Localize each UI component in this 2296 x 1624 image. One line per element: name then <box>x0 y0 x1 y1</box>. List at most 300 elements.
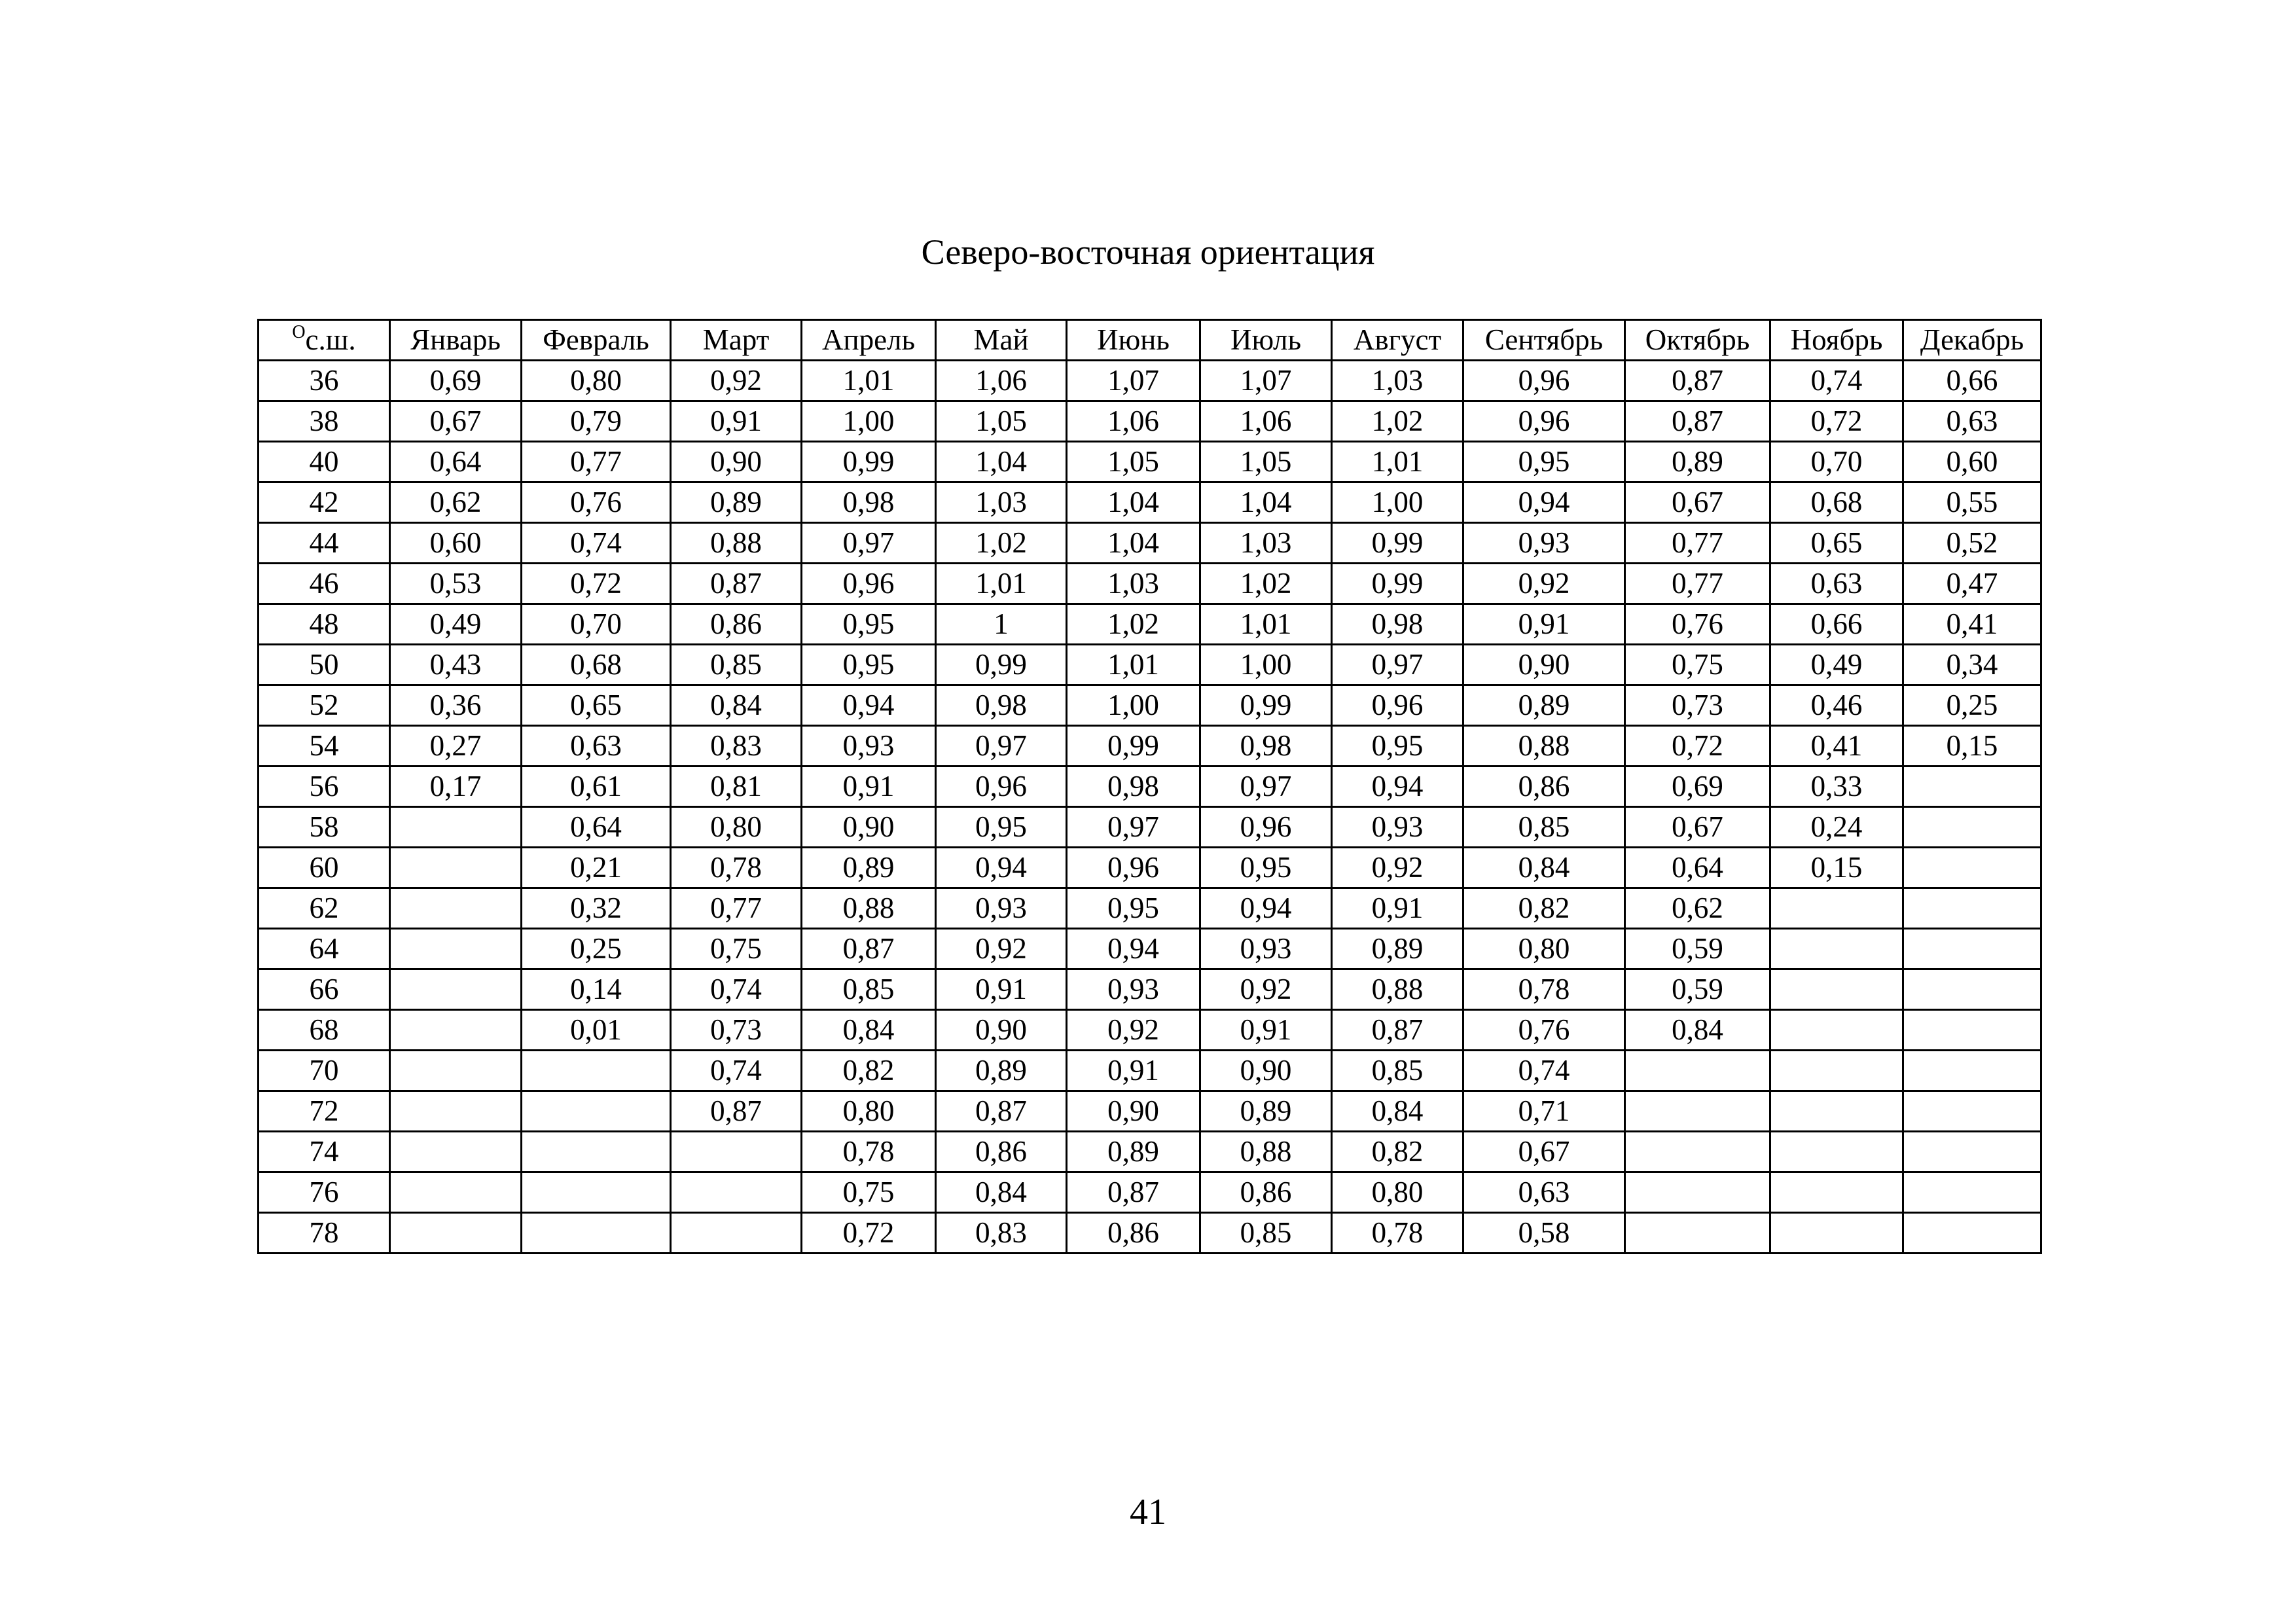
value-cell: 0,98 <box>802 482 936 523</box>
value-cell: 1,03 <box>1332 361 1463 401</box>
value-cell: 0,93 <box>802 726 936 767</box>
value-cell: 0,89 <box>936 1051 1067 1091</box>
value-cell: 1,06 <box>936 361 1067 401</box>
value-cell: 0,96 <box>1067 848 1200 888</box>
value-cell: 0,91 <box>1200 1010 1332 1051</box>
table-row <box>259 361 2041 401</box>
value-cell <box>1625 1091 1770 1132</box>
value-cell: 0,34 <box>1903 645 2041 685</box>
value-cell: 0,53 <box>390 564 522 604</box>
value-cell: 0,82 <box>1332 1132 1463 1172</box>
value-cell: 1,02 <box>1332 401 1463 442</box>
value-cell: 0,96 <box>1332 685 1463 726</box>
value-cell: 0,63 <box>1770 564 1903 604</box>
value-cell <box>390 807 522 848</box>
value-cell: 0,80 <box>1463 929 1625 969</box>
latitude-cell: 52 <box>259 685 390 726</box>
value-cell: 0,99 <box>936 645 1067 685</box>
value-cell: 0,84 <box>1332 1091 1463 1132</box>
value-cell <box>671 1172 802 1213</box>
value-cell: 0,92 <box>1463 564 1625 604</box>
value-cell <box>1770 1010 1903 1051</box>
value-cell: 0,49 <box>390 604 522 645</box>
value-cell: 0,90 <box>1200 1051 1332 1091</box>
value-cell: 0,87 <box>802 929 936 969</box>
value-cell <box>1903 1213 2041 1254</box>
value-cell: 0,97 <box>1200 767 1332 807</box>
value-cell <box>1625 1132 1770 1172</box>
value-cell: 1,00 <box>1332 482 1463 523</box>
value-cell <box>1625 1172 1770 1213</box>
value-cell: 1,00 <box>1067 685 1200 726</box>
value-cell: 0,99 <box>1332 564 1463 604</box>
value-cell: 0,76 <box>1463 1010 1625 1051</box>
value-cell: 0,87 <box>671 1091 802 1132</box>
value-cell: 1 <box>936 604 1067 645</box>
value-cell: 0,46 <box>1770 685 1903 726</box>
value-cell: 0,64 <box>390 442 522 482</box>
value-cell: 0,94 <box>1332 767 1463 807</box>
value-cell: 0,84 <box>1625 1010 1770 1051</box>
value-cell: 0,92 <box>671 361 802 401</box>
value-cell: 0,90 <box>1067 1091 1200 1132</box>
value-cell <box>1770 1091 1903 1132</box>
value-cell: 0,88 <box>671 523 802 564</box>
month-header: Август <box>1332 320 1463 361</box>
insolation-table <box>257 319 2042 1254</box>
value-cell <box>390 1213 522 1254</box>
value-cell: 0,99 <box>1200 685 1332 726</box>
value-cell: 0,27 <box>390 726 522 767</box>
value-cell: 0,25 <box>522 929 671 969</box>
value-cell <box>390 969 522 1010</box>
value-cell: 0,98 <box>1332 604 1463 645</box>
value-cell: 0,91 <box>671 401 802 442</box>
value-cell: 0,95 <box>1200 848 1332 888</box>
value-cell: 0,82 <box>1463 888 1625 929</box>
value-cell: 1,05 <box>1067 442 1200 482</box>
latitude-cell: 78 <box>259 1213 390 1254</box>
value-cell: 0,82 <box>802 1051 936 1091</box>
value-cell: 0,96 <box>1463 361 1625 401</box>
value-cell: 0,97 <box>1332 645 1463 685</box>
value-cell: 0,94 <box>1463 482 1625 523</box>
value-cell <box>1903 767 2041 807</box>
value-cell: 0,78 <box>671 848 802 888</box>
value-cell: 0,49 <box>1770 645 1903 685</box>
value-cell: 0,89 <box>1463 685 1625 726</box>
value-cell: 0,21 <box>522 848 671 888</box>
value-cell <box>1625 1051 1770 1091</box>
table-row <box>259 726 2041 767</box>
value-cell: 0,88 <box>1332 969 1463 1010</box>
latitude-cell: 48 <box>259 604 390 645</box>
month-header: Декабрь <box>1903 320 2041 361</box>
value-cell: 0,97 <box>802 523 936 564</box>
value-cell: 0,64 <box>1625 848 1770 888</box>
latitude-cell: 72 <box>259 1091 390 1132</box>
value-cell: 0,80 <box>671 807 802 848</box>
value-cell: 0,87 <box>671 564 802 604</box>
value-cell: 0,67 <box>1625 807 1770 848</box>
value-cell <box>1903 1051 2041 1091</box>
latitude-cell: 62 <box>259 888 390 929</box>
value-cell: 0,15 <box>1903 726 2041 767</box>
table-row <box>259 604 2041 645</box>
page-number: 41 <box>1130 1492 1166 1532</box>
value-cell: 0,98 <box>1200 726 1332 767</box>
table-body <box>259 361 2041 1254</box>
value-cell <box>522 1132 671 1172</box>
value-cell <box>1770 969 1903 1010</box>
latitude-cell: 42 <box>259 482 390 523</box>
latitude-cell: 58 <box>259 807 390 848</box>
value-cell: 1,04 <box>1067 523 1200 564</box>
value-cell: 0,89 <box>1332 929 1463 969</box>
value-cell: 1,04 <box>1200 482 1332 523</box>
table-row <box>259 482 2041 523</box>
value-cell <box>1770 1051 1903 1091</box>
value-cell: 0,97 <box>936 726 1067 767</box>
value-cell: 1,00 <box>802 401 936 442</box>
value-cell: 0,77 <box>522 442 671 482</box>
value-cell <box>1903 929 2041 969</box>
table-row <box>259 645 2041 685</box>
value-cell: 0,89 <box>1067 1132 1200 1172</box>
value-cell: 0,80 <box>522 361 671 401</box>
latitude-cell: 74 <box>259 1132 390 1172</box>
value-cell: 0,88 <box>1200 1132 1332 1172</box>
value-cell: 0,67 <box>1625 482 1770 523</box>
value-cell: 0,91 <box>1332 888 1463 929</box>
value-cell: 0,85 <box>802 969 936 1010</box>
table-title: Северо-восточная ориентация <box>921 232 1375 272</box>
month-header: Май <box>936 320 1067 361</box>
value-cell: 0,64 <box>522 807 671 848</box>
value-cell: 0,91 <box>1067 1051 1200 1091</box>
value-cell <box>1903 888 2041 929</box>
value-cell: 1,03 <box>1067 564 1200 604</box>
latitude-cell: 66 <box>259 969 390 1010</box>
value-cell <box>390 848 522 888</box>
value-cell: 0,73 <box>1625 685 1770 726</box>
table-row <box>259 848 2041 888</box>
value-cell: 0,88 <box>802 888 936 929</box>
table-row <box>259 929 2041 969</box>
value-cell: 0,41 <box>1770 726 1903 767</box>
value-cell <box>390 888 522 929</box>
value-cell: 1,03 <box>936 482 1067 523</box>
value-cell: 0,95 <box>1067 888 1200 929</box>
value-cell: 0,85 <box>1200 1213 1332 1254</box>
value-cell: 0,83 <box>936 1213 1067 1254</box>
month-header: Ноябрь <box>1770 320 1903 361</box>
value-cell: 0,76 <box>522 482 671 523</box>
value-cell: 1,04 <box>936 442 1067 482</box>
value-cell: 0,84 <box>802 1010 936 1051</box>
value-cell: 0,72 <box>1625 726 1770 767</box>
value-cell: 0,62 <box>390 482 522 523</box>
value-cell: 0,74 <box>1770 361 1903 401</box>
value-cell <box>522 1172 671 1213</box>
value-cell: 0,89 <box>671 482 802 523</box>
value-cell <box>390 1132 522 1172</box>
table-row <box>259 888 2041 929</box>
value-cell: 0,95 <box>1332 726 1463 767</box>
value-cell: 0,80 <box>802 1091 936 1132</box>
latitude-cell: 38 <box>259 401 390 442</box>
value-cell: 0,84 <box>671 685 802 726</box>
value-cell: 0,72 <box>1770 401 1903 442</box>
table-row <box>259 401 2041 442</box>
value-cell: 0,85 <box>1463 807 1625 848</box>
value-cell: 0,86 <box>1067 1213 1200 1254</box>
value-cell: 0,99 <box>1332 523 1463 564</box>
value-cell: 0,88 <box>1463 726 1625 767</box>
value-cell: 0,94 <box>1200 888 1332 929</box>
value-cell: 0,94 <box>936 848 1067 888</box>
value-cell: 0,01 <box>522 1010 671 1051</box>
value-cell: 0,92 <box>1200 969 1332 1010</box>
value-cell: 0,94 <box>1067 929 1200 969</box>
value-cell: 0,15 <box>1770 848 1903 888</box>
value-cell <box>1903 1132 2041 1172</box>
value-cell: 0,66 <box>1770 604 1903 645</box>
value-cell: 0,95 <box>802 645 936 685</box>
value-cell: 0,69 <box>390 361 522 401</box>
value-cell: 0,61 <box>522 767 671 807</box>
latitude-cell: 68 <box>259 1010 390 1051</box>
value-cell: 1,05 <box>936 401 1067 442</box>
value-cell: 0,86 <box>936 1132 1067 1172</box>
value-cell: 0,79 <box>522 401 671 442</box>
value-cell <box>1903 1172 2041 1213</box>
value-cell: 0,95 <box>1463 442 1625 482</box>
value-cell: 1,01 <box>802 361 936 401</box>
value-cell: 1,06 <box>1067 401 1200 442</box>
value-cell: 0,63 <box>522 726 671 767</box>
value-cell <box>1903 848 2041 888</box>
latitude-cell: 54 <box>259 726 390 767</box>
value-cell: 0,85 <box>1332 1051 1463 1091</box>
value-cell: 1,07 <box>1200 361 1332 401</box>
value-cell: 0,86 <box>671 604 802 645</box>
value-cell: 0,96 <box>802 564 936 604</box>
value-cell: 0,72 <box>802 1213 936 1254</box>
table-row <box>259 1213 2041 1254</box>
value-cell: 0,98 <box>936 685 1067 726</box>
latitude-header <box>259 320 390 361</box>
value-cell: 0,36 <box>390 685 522 726</box>
value-cell: 1,01 <box>936 564 1067 604</box>
value-cell: 0,75 <box>1625 645 1770 685</box>
value-cell: 0,90 <box>671 442 802 482</box>
value-cell: 0,43 <box>390 645 522 685</box>
value-cell: 0,87 <box>936 1091 1067 1132</box>
value-cell: 0,98 <box>1067 767 1200 807</box>
value-cell: 0,63 <box>1903 401 2041 442</box>
value-cell <box>1903 1010 2041 1051</box>
value-cell: 0,24 <box>1770 807 1903 848</box>
month-header: Февраль <box>522 320 671 361</box>
value-cell: 0,94 <box>802 685 936 726</box>
value-cell: 0,97 <box>1067 807 1200 848</box>
value-cell: 0,74 <box>671 969 802 1010</box>
value-cell: 0,65 <box>1770 523 1903 564</box>
value-cell <box>1903 807 2041 848</box>
value-cell: 0,87 <box>1332 1010 1463 1051</box>
value-cell: 0,90 <box>1463 645 1625 685</box>
value-cell <box>522 1213 671 1254</box>
value-cell: 0,59 <box>1625 929 1770 969</box>
value-cell: 1,02 <box>936 523 1067 564</box>
table-row <box>259 523 2041 564</box>
value-cell: 0,74 <box>1463 1051 1625 1091</box>
value-cell: 0,78 <box>1463 969 1625 1010</box>
value-cell: 0,75 <box>802 1172 936 1213</box>
value-cell <box>1770 888 1903 929</box>
value-cell: 1,03 <box>1200 523 1332 564</box>
value-cell <box>1770 1213 1903 1254</box>
value-cell: 0,92 <box>1067 1010 1200 1051</box>
value-cell: 0,96 <box>936 767 1067 807</box>
value-cell <box>1770 1132 1903 1172</box>
value-cell: 0,32 <box>522 888 671 929</box>
value-cell: 0,69 <box>1625 767 1770 807</box>
value-cell: 0,99 <box>802 442 936 482</box>
value-cell <box>522 1091 671 1132</box>
table-row <box>259 969 2041 1010</box>
latitude-cell: 50 <box>259 645 390 685</box>
value-cell: 0,58 <box>1463 1213 1625 1254</box>
value-cell: 0,84 <box>936 1172 1067 1213</box>
value-cell: 0,86 <box>1463 767 1625 807</box>
table-header-row <box>259 320 2041 361</box>
value-cell: 1,01 <box>1067 645 1200 685</box>
value-cell: 0,80 <box>1332 1172 1463 1213</box>
value-cell: 1,05 <box>1200 442 1332 482</box>
value-cell <box>1625 1213 1770 1254</box>
value-cell: 1,02 <box>1067 604 1200 645</box>
value-cell <box>390 1010 522 1051</box>
latitude-cell: 76 <box>259 1172 390 1213</box>
value-cell: 0,93 <box>1463 523 1625 564</box>
value-cell: 0,25 <box>1903 685 2041 726</box>
degree-mark: О <box>292 322 306 342</box>
value-cell: 0,96 <box>1463 401 1625 442</box>
value-cell: 0,70 <box>1770 442 1903 482</box>
value-cell: 0,65 <box>522 685 671 726</box>
value-cell: 0,95 <box>802 604 936 645</box>
month-header: Июль <box>1200 320 1332 361</box>
value-cell: 0,67 <box>1463 1132 1625 1172</box>
latitude-cell: 44 <box>259 523 390 564</box>
value-cell: 0,92 <box>1332 848 1463 888</box>
value-cell: 1,07 <box>1067 361 1200 401</box>
value-cell: 0,93 <box>1200 929 1332 969</box>
latitude-cell: 64 <box>259 929 390 969</box>
value-cell: 0,93 <box>1332 807 1463 848</box>
month-header: Октябрь <box>1625 320 1770 361</box>
value-cell: 0,66 <box>1903 361 2041 401</box>
value-cell: 0,68 <box>1770 482 1903 523</box>
value-cell <box>1770 929 1903 969</box>
value-cell: 0,96 <box>1200 807 1332 848</box>
month-header: Январь <box>390 320 522 361</box>
latitude-cell: 60 <box>259 848 390 888</box>
value-cell: 0,59 <box>1625 969 1770 1010</box>
table-row <box>259 1051 2041 1091</box>
value-cell: 1,02 <box>1200 564 1332 604</box>
table-row <box>259 807 2041 848</box>
value-cell: 1,06 <box>1200 401 1332 442</box>
value-cell: 0,86 <box>1200 1172 1332 1213</box>
value-cell: 1,01 <box>1332 442 1463 482</box>
value-cell: 0,71 <box>1463 1091 1625 1132</box>
value-cell: 0,90 <box>936 1010 1067 1051</box>
value-cell <box>390 1172 522 1213</box>
month-header: Июнь <box>1067 320 1200 361</box>
value-cell: 0,41 <box>1903 604 2041 645</box>
value-cell: 0,60 <box>1903 442 2041 482</box>
table-row <box>259 442 2041 482</box>
value-cell: 0,91 <box>936 969 1067 1010</box>
value-cell <box>1903 969 2041 1010</box>
value-cell: 0,33 <box>1770 767 1903 807</box>
value-cell: 0,14 <box>522 969 671 1010</box>
value-cell: 0,89 <box>1200 1091 1332 1132</box>
value-cell: 0,62 <box>1625 888 1770 929</box>
value-cell: 0,78 <box>1332 1213 1463 1254</box>
value-cell <box>671 1132 802 1172</box>
value-cell <box>1903 1091 2041 1132</box>
latitude-cell: 56 <box>259 767 390 807</box>
value-cell: 0,77 <box>671 888 802 929</box>
value-cell: 1,04 <box>1067 482 1200 523</box>
table-row <box>259 767 2041 807</box>
table-row <box>259 564 2041 604</box>
value-cell: 0,76 <box>1625 604 1770 645</box>
value-cell: 0,68 <box>522 645 671 685</box>
value-cell: 0,91 <box>802 767 936 807</box>
value-cell: 0,77 <box>1625 523 1770 564</box>
value-cell <box>390 1051 522 1091</box>
value-cell: 0,95 <box>936 807 1067 848</box>
value-cell: 0,75 <box>671 929 802 969</box>
value-cell: 1,01 <box>1200 604 1332 645</box>
value-cell: 0,63 <box>1463 1172 1625 1213</box>
value-cell: 0,78 <box>802 1132 936 1172</box>
value-cell: 0,47 <box>1903 564 2041 604</box>
value-cell: 0,67 <box>390 401 522 442</box>
value-cell: 0,89 <box>1625 442 1770 482</box>
table-row <box>259 1172 2041 1213</box>
value-cell <box>1770 1172 1903 1213</box>
month-header: Апрель <box>802 320 936 361</box>
table-row <box>259 685 2041 726</box>
value-cell: 0,60 <box>390 523 522 564</box>
value-cell: 0,72 <box>522 564 671 604</box>
value-cell <box>390 1091 522 1132</box>
value-cell: 0,52 <box>1903 523 2041 564</box>
value-cell: 0,93 <box>936 888 1067 929</box>
latitude-label: с.ш. <box>305 323 356 356</box>
value-cell: 0,87 <box>1625 361 1770 401</box>
value-cell: 0,93 <box>1067 969 1200 1010</box>
value-cell: 0,73 <box>671 1010 802 1051</box>
month-header: Сентябрь <box>1463 320 1625 361</box>
value-cell: 0,92 <box>936 929 1067 969</box>
